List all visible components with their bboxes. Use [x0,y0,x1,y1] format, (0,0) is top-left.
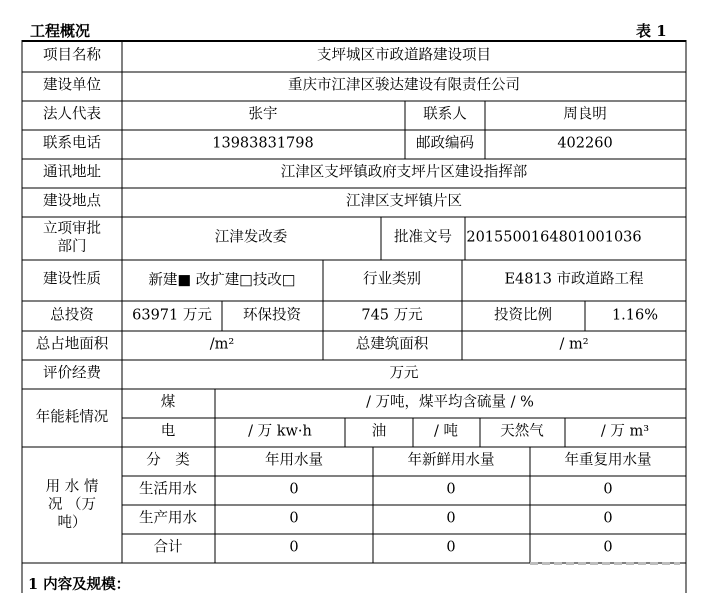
water-header-fresh: 年新鲜用水量 [407,452,495,469]
water-row-domestic-fresh: 0 [446,481,456,498]
env-investment-label: 环保投资 [243,307,301,324]
water-header-annual: 年用水量 [265,452,323,469]
nature-label: 建设性质 [43,271,101,288]
header-rule [22,40,686,42]
nature-value: 新建■ 改扩建□技改□ [148,272,296,289]
water-row-production-fresh: 0 [446,510,456,527]
location-value: 江津区支坪镇片区 [346,193,462,210]
address-value: 江津区支坪镇政府支坪片区建设指挥部 [280,164,528,181]
water-row-total-fresh: 0 [446,539,456,556]
water-row-domestic-annual: 0 [289,481,299,498]
water-row-total-annual: 0 [289,539,299,556]
approval-doc-value: 2015500164801001036 [466,229,642,246]
section-title: 1 内容及规模： [28,576,131,593]
address-label: 通讯地址 [43,164,101,181]
project-name-value: 支坪城区市政道路建设项目 [317,47,491,64]
industry-value: E4813 市政道路工程 [504,271,644,288]
contact-value: 周良明 [563,106,607,123]
water-row-domestic-reuse: 0 [603,481,613,498]
location-label: 建设地点 [43,193,101,210]
water-row-total-reuse: 0 [603,539,613,556]
area-label: 总占地面积 [35,336,109,353]
phone-value: 13983831798 [212,135,314,152]
builder-value: 重庆市江津区骏达建设有限责任公司 [288,77,520,94]
approval-doc-label: 批准文号 [394,229,452,246]
water-header-category: 分 类 [146,452,190,469]
contact-label: 联系人 [423,106,467,123]
postal-value: 402260 [557,135,613,152]
env-investment-value: 745 万元 [361,307,423,324]
eval-fee-label: 评价经费 [43,365,101,382]
energy-label: 年能耗情况 [35,409,109,426]
legal-rep-label: 法人代表 [43,106,101,123]
electricity-value: / 万 kw·h [248,423,312,440]
water-row-total-name: 合计 [153,539,183,556]
project-name-label: 项目名称 [43,47,101,64]
gas-label: 天然气 [500,423,544,440]
area-value: /m² [209,336,235,353]
builder-label: 建设单位 [43,77,101,94]
eval-fee-value: 万元 [389,365,419,382]
phone-label: 联系电话 [43,135,101,152]
water-header-reuse: 年重复用水量 [564,452,652,469]
water-label: 用 水 情 况 （万吨） [45,479,99,531]
coal-value: / 万吨，煤平均含硫量 / % [366,394,534,411]
water-row-production-reuse: 0 [603,510,613,527]
approval-label: 立项审批部门 [43,221,101,255]
investment-label: 总投资 [50,307,94,324]
building-area-label: 总建筑面积 [355,336,429,353]
page-title: 工程概况 [30,22,91,40]
water-row-production-name: 生产用水 [139,510,197,527]
gas-value: / 万 m³ [600,423,650,440]
building-area-value: / m² [559,336,589,353]
postal-label: 邮政编码 [416,135,474,152]
coal-label: 煤 [160,394,176,411]
electricity-label: 电 [160,423,176,440]
industry-label: 行业类别 [363,271,421,288]
legal-rep-value: 张宇 [248,106,278,123]
water-row-production-annual: 0 [289,510,299,527]
oil-label: 油 [371,423,387,440]
scan-artifact [530,562,680,565]
approval-value: 江津发改委 [214,229,288,246]
oil-value: / 吨 [434,423,458,440]
investment-value: 63971 万元 [132,307,212,324]
table-number: 表 1 [636,22,667,40]
water-row-domestic-name: 生活用水 [139,481,197,498]
ratio-value: 1.16% [611,307,659,324]
ratio-label: 投资比例 [494,307,552,324]
